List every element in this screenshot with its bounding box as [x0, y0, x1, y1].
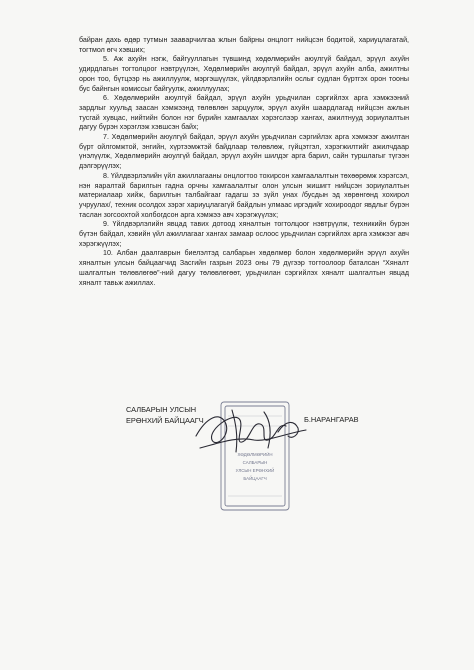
- stamp-text-line: УЛСЫН ЕРӨНХИЙ: [235, 468, 275, 473]
- paragraph: 8. Үйлдвэрлэлийн үйл ажиллагааны онцлогтоо тохирсон хамгаалалтын төхөөрөмж хэрэгсэл, нэн яаралтай барилгын гадна орчны хамгаалалтыг олон улсын жишигт нийцсэн зориулалтын материалаар хийж, барилгын талбайгааг гадагш зэ зүйл унах /бусдын эд хөрөнгөнд хохирол учруулах/, техник осолдох зэрэг хариуцлагагүй байдлын улмаас иргэдийг хохироодог явдлыг бүрэн таслан зогсоохтой холбогдсон арга хэмжээ авч хэрэгжүүлэх;: [79, 171, 409, 219]
- signatory-title-line2: ЕРӨНХИЙ БАЙЦААГЧ: [126, 416, 204, 425]
- paragraph: 9. Үйлдвэрлэлийн явцад тавих дотоод хяналтын тогтолцоог нэвтрүүлж, техникийн бүрэн бүтэн байдал, хэвийн үйл ажиллагааг хангах замаар ослоос урьдчилан сэргийлэх арга хэмжээг авч хэрэгжүүлэх;: [79, 220, 409, 248]
- paragraph: 5. Аж ахуйн нэгж, байгууллагын түвшинд хөдөлмөрийн аюулгүй байдал, эрүүл ахуйн удирдлагын тогтолцоог нэвтрүүлэн, Хөдөлмөрийн аюулгүй байдал, эрүүл ахуйн алба, ажилтны орон тоо, бүтцээр нь ажиллуулж, мэргэшүүлэх, үйлдвэрлэлийн ослыг судлан бүртгэх орон тооны бус байнгын комиссыг байгуулж, ажиллуулах;: [79, 55, 409, 93]
- signatory-title: [126, 404, 204, 426]
- stamp-text-line: БАЙЦААГЧ: [243, 476, 267, 481]
- signatory-title-line1: САЛБАРЫН УЛСЫН: [126, 405, 197, 414]
- signatory-name: Б.НАРАНГАРАВ: [304, 415, 359, 424]
- paragraph: байран дахь өдөр тутмын зааварчилгаа жлын байрны онцлогт нийцсэн бодитой, хариуцлагатай, тогтмол өгч хэвших;: [79, 36, 409, 54]
- paragraph: 6. Хөдөлмөрийн аюулгүй байдал, эрүүл ахуйн урьдчилан сэргийлэх арга хэмжээний зардлыг хуульд заасан хэмжээнд төлөвлөн зарцуулж, эрүүл ахуйн шаардлагад нийцсэн ажлын тусгай хувцас, нийтийн болон нэг бүрийн хамгаалах хэрэгслээр хангах, ажилтнууд зориулалтын дагуу бүрэн хэрэглэж хэвшсэн байх;: [79, 94, 409, 132]
- document-body: [79, 36, 409, 288]
- stamp-text-line: ХӨДӨЛМӨРИЙН: [237, 452, 273, 457]
- signature-block: [126, 404, 376, 524]
- paragraph: 10. Албан даалгаврын биелэлтэд салбарын хөдөлмөр болон хөдөлмөрийн эрүүл ахуйн хяналтын улсын байцаагчид Засгийн газрын 2023 оны 79 дүгээр тогтоолоор баталсан “Хяналт шалгалтын төлөвлөгөө”-ний дагуу төлөвлөгөөт, урьдчилан сэргийлэх хяналт шалгалтын явцад хяналт тавьж ажиллах.: [79, 249, 409, 287]
- paragraph: 7. Хөдөлмөрийн аюулгүй байдал, эрүүл ахуйн урьдчилан сэргийлэх арга хэмжээг ажилтан бүрт ойлгомжтой, энгийн, хүртээмжтэй байдлаар төлөвлөж, гүйцэтгэл, хэрэгжилтийг ажилчдаар үнэлүүлж, Хөдөлмөрийн аюулгүй байдал, эрүүл ахуйн шилдэг арга барил, сайн туршлагыг түгээн дэлгэрүүлэх;: [79, 133, 409, 171]
- stamp-text-line: САЛБАРЫН: [242, 460, 268, 465]
